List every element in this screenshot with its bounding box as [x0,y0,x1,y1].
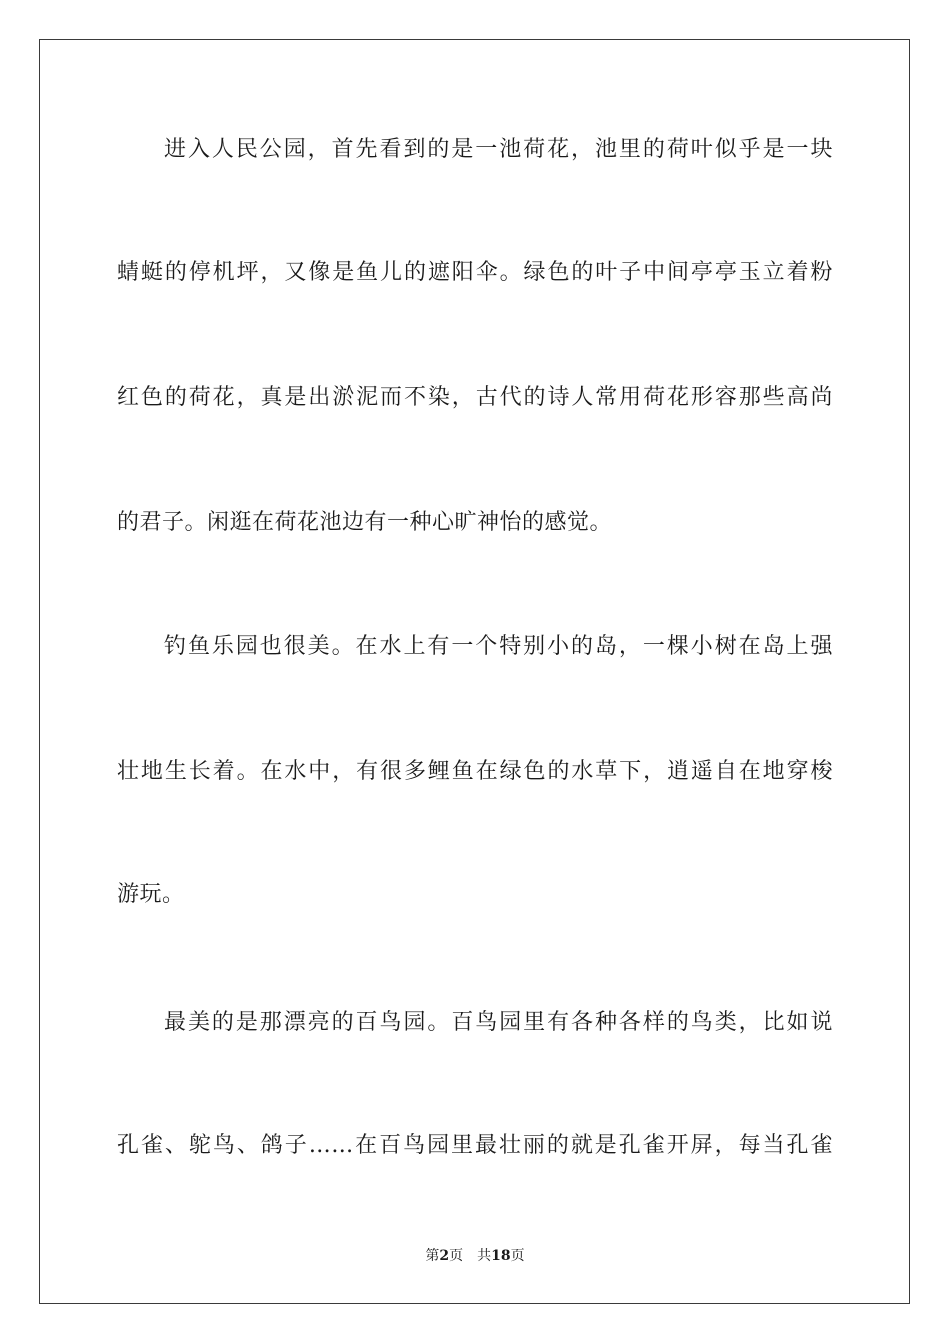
page-border [39,39,910,1304]
paragraph-1-line-4: 的君子。闲逛在荷花池边有一种心旷神怡的感觉。 [117,510,613,535]
total-suffix: 页 [510,1248,525,1264]
paragraph-2-line-1: 钓鱼乐园也很美。在水上有一个特别小的岛，一棵小树在岛上强 [164,634,833,659]
paragraph-1-line-3: 红色的荷花，真是出淤泥而不染，古代的诗人常用荷花形容那些高尚 [117,385,833,410]
paragraph-3-line-1: 最美的是那漂亮的百鸟园。百鸟园里有各种各样的鸟类，比如说 [164,1010,833,1035]
total-prefix: 共 [477,1248,492,1264]
paragraph-2-line-2: 壮地生长着。在水中，有很多鲤鱼在绿色的水草下，逍遥自在地穿梭 [117,759,833,784]
paragraph-1-line-2: 蜻蜓的停机坪，又像是鱼儿的遮阳伞。绿色的叶子中间亭亭玉立着粉 [117,260,833,285]
paragraph-3-line-2: 孔雀、鸵鸟、鸽子……在百鸟园里最壮丽的就是孔雀开屏，每当孔雀 [117,1133,833,1158]
paragraph-2-line-3: 游玩。 [117,882,185,907]
total-pages: 18 [491,1248,511,1264]
page-prefix: 第 [425,1248,440,1264]
paragraph-1-line-1: 进入人民公园，首先看到的是一池荷花，池里的荷叶似乎是一块 [164,137,833,162]
page-number: 2 [439,1248,450,1264]
page-suffix: 页 [449,1248,464,1264]
page-footer [0,1246,950,1266]
